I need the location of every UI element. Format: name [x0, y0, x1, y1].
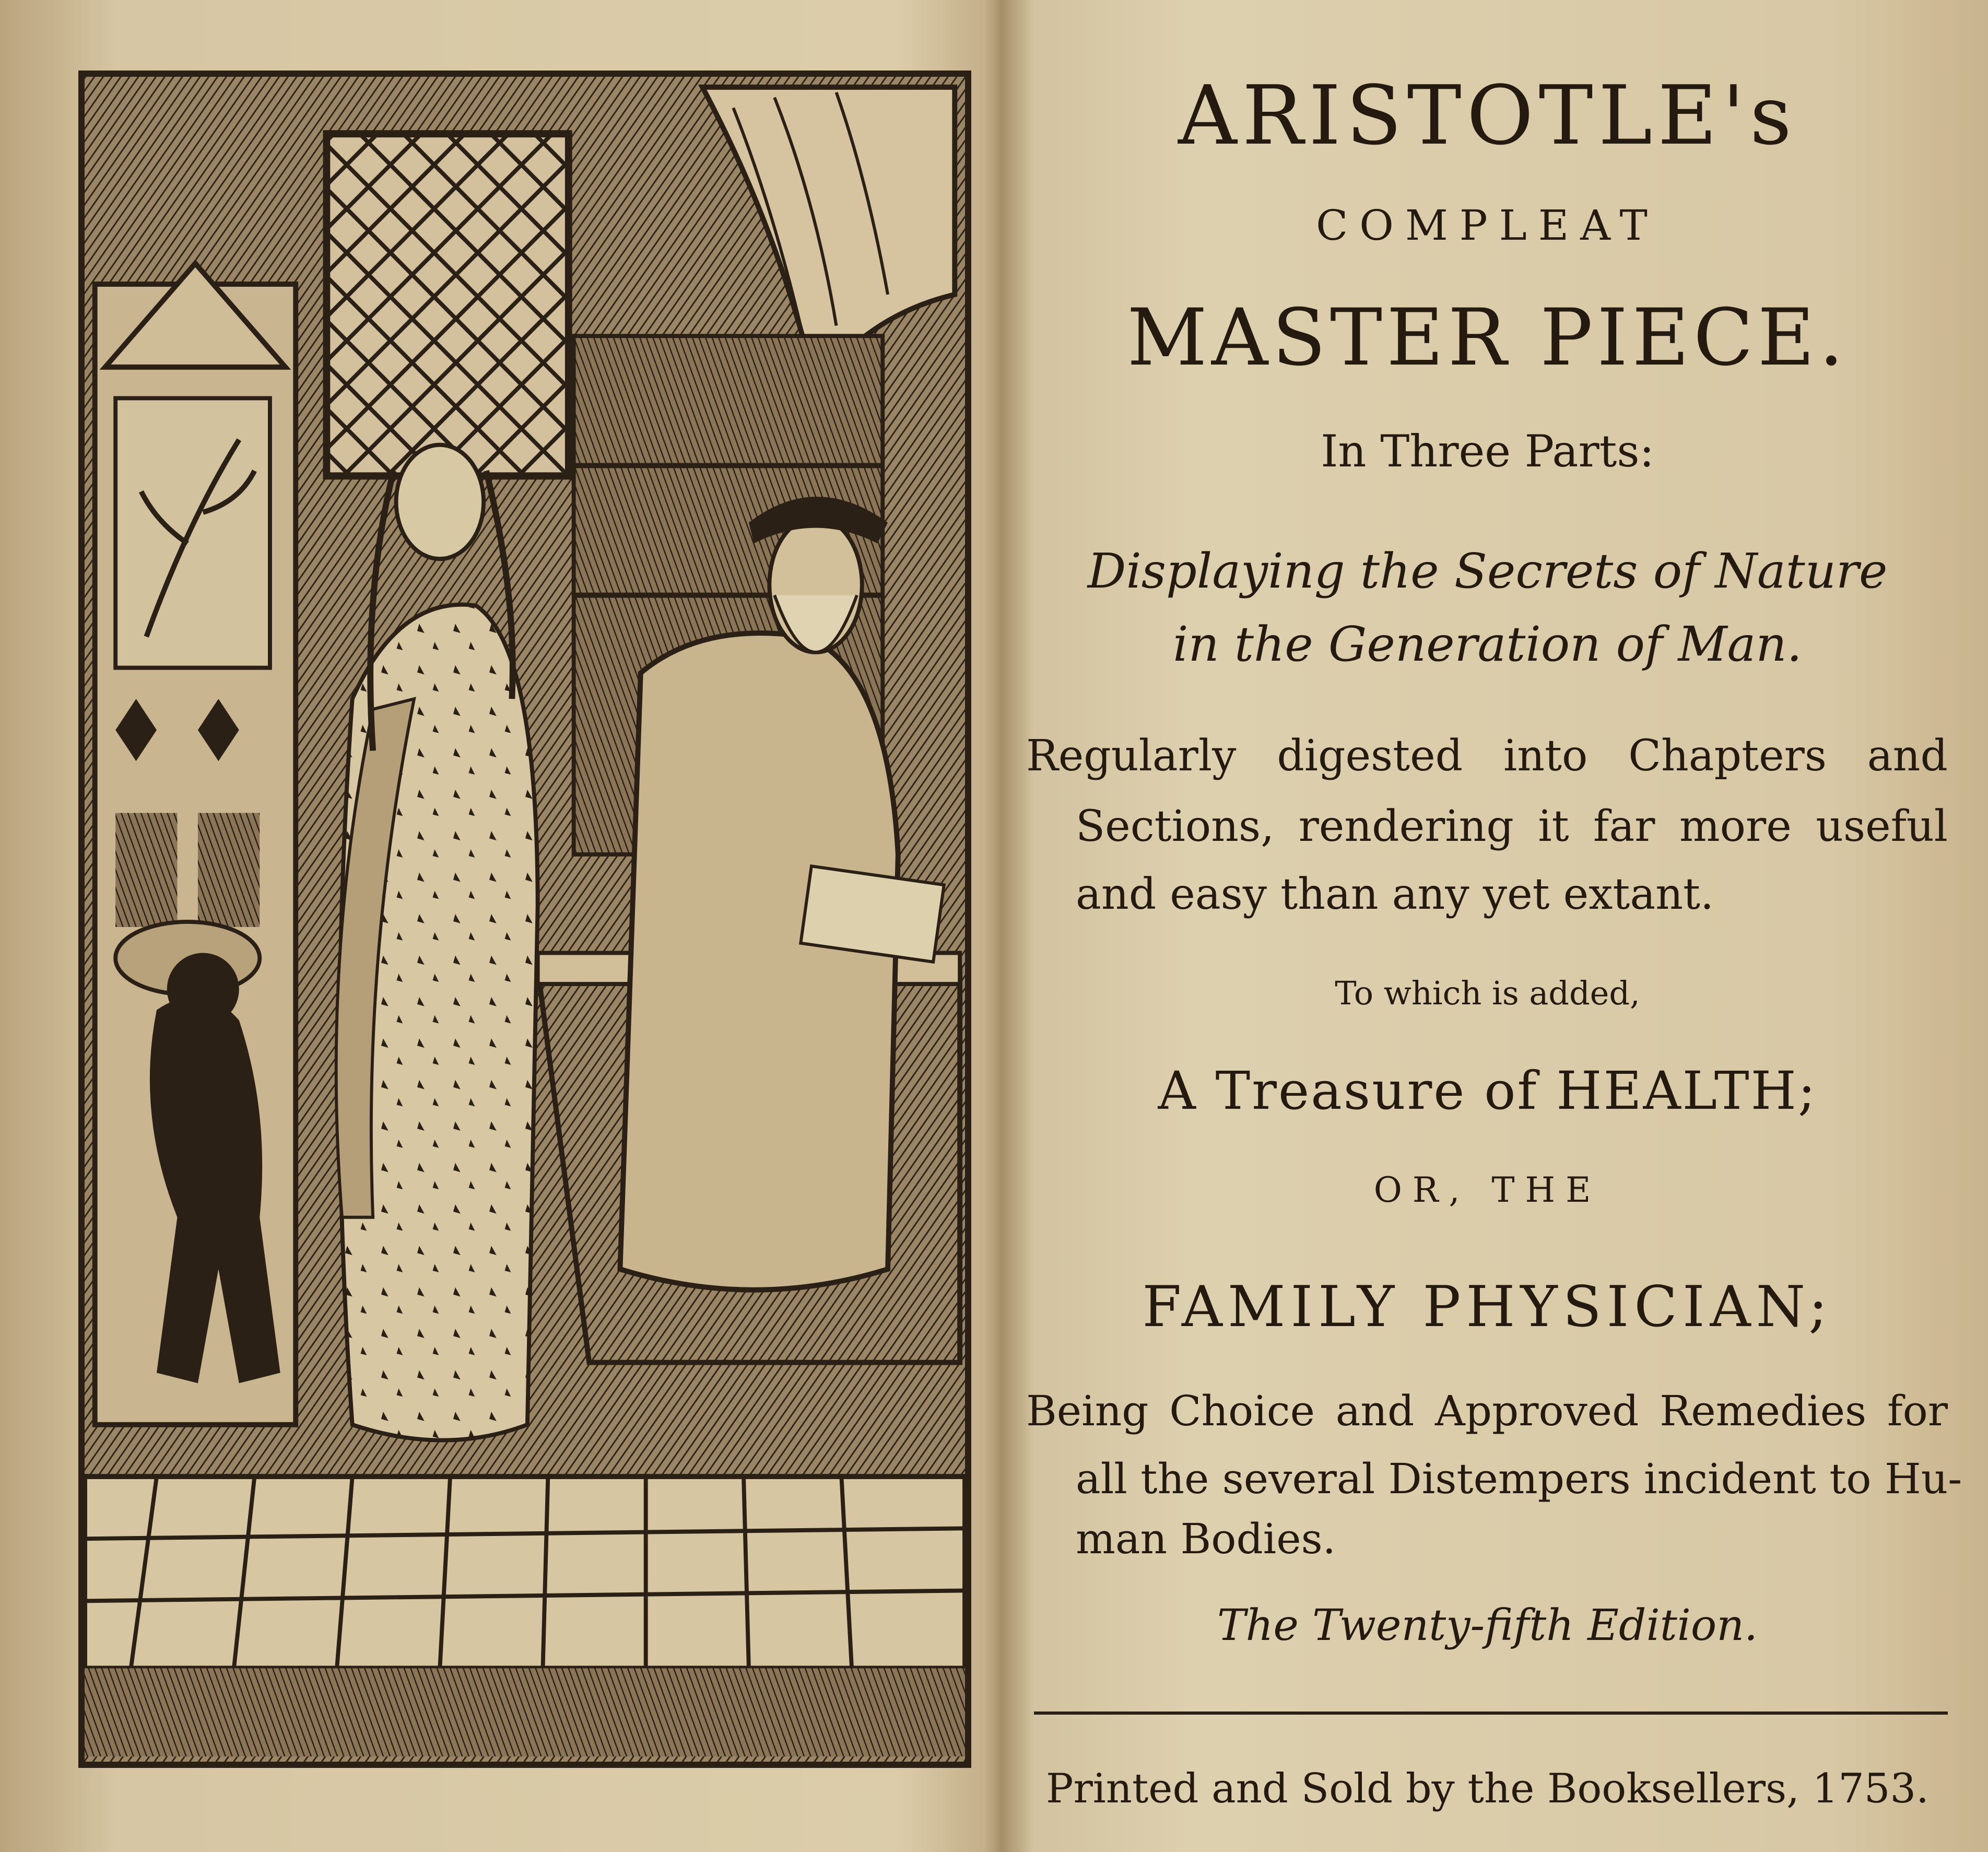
- edition-line: The Twenty-fifth Edition.: [1217, 1601, 1758, 1650]
- parts-line: In Three Parts:: [1321, 426, 1654, 477]
- treasure-line: A Treasure of HEALTH;: [1158, 1060, 1817, 1121]
- title-page: [987, 0, 1988, 1852]
- description-line-2: Sections, rendering it far more useful: [1076, 802, 1948, 851]
- description-line-1: Regularly digested into Chapters and: [1026, 731, 1948, 781]
- description-line-3: and easy than any yet extant.: [1076, 870, 1714, 919]
- subtitle-line-1: Displaying the Secrets of Nature: [1087, 543, 1888, 599]
- horizontal-rule: [1034, 1712, 1948, 1715]
- title-aristotles: ARISTOTLE's: [1178, 68, 1797, 163]
- remedies-line-3: man Bodies.: [1076, 1515, 1336, 1563]
- added-line: To which is added,: [1335, 974, 1640, 1012]
- or-the-line: OR, THE: [1373, 1170, 1602, 1210]
- family-physician-line: FAMILY PHYSICIAN;: [1142, 1274, 1833, 1340]
- woodcut-illustration-icon: [85, 77, 965, 1762]
- frontispiece-woodcut: [78, 71, 971, 1768]
- remedies-line-1: Being Choice and Approved Remedies for: [1026, 1387, 1948, 1435]
- title-compleat: COMPLEAT: [1316, 201, 1659, 250]
- subtitle-line-2: in the Generation of Man.: [1173, 616, 1802, 672]
- imprint-line: Printed and Sold by the Booksellers, 1753.: [1046, 1765, 1929, 1812]
- title-master-piece: MASTER PIECE.: [1127, 292, 1848, 383]
- remedies-line-2: all the several Distempers incident to Hu-: [1076, 1455, 1962, 1503]
